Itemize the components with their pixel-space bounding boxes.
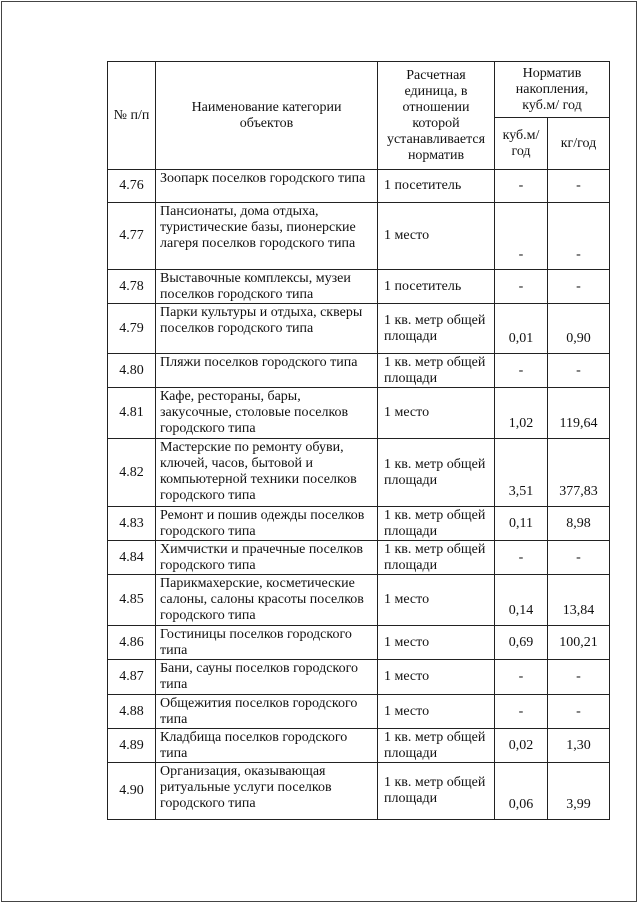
calculation-unit: 1 кв. метр общей площади (378, 541, 495, 575)
mass-value: 119,64 (548, 388, 610, 439)
calculation-unit: 1 кв. метр общей площади (378, 507, 495, 541)
volume-value: 0,06 (495, 763, 548, 820)
row-number: 4.88 (108, 695, 156, 729)
row-number: 4.87 (108, 660, 156, 695)
calculation-unit: 1 место (378, 660, 495, 695)
volume-value: 0,69 (495, 626, 548, 660)
calculation-unit: 1 место (378, 388, 495, 439)
category-name: Организация, оказывающая ритуальные услуги поселков городского типа (156, 763, 378, 820)
volume-value: 3,51 (495, 439, 548, 507)
category-name: Мастерские по ремонту обуви, ключей, часов, бытовой и компьютерной техники поселков городского типа (156, 439, 378, 507)
table-body (108, 170, 610, 820)
table-row (108, 388, 610, 439)
category-name: Кладбища поселков городского типа (156, 729, 378, 763)
mass-value: - (548, 660, 610, 695)
table-row (108, 354, 610, 388)
mass-value: 3,99 (548, 763, 610, 820)
table-row (108, 763, 610, 820)
table-row (108, 729, 610, 763)
calculation-unit: 1 кв. метр общей площади (378, 729, 495, 763)
row-number: 4.77 (108, 203, 156, 270)
calculation-unit: 1 посетитель (378, 270, 495, 304)
mass-value: 100,21 (548, 626, 610, 660)
mass-value: - (548, 541, 610, 575)
calculation-unit: 1 кв. метр общей площади (378, 439, 495, 507)
volume-value: 0,01 (495, 304, 548, 354)
header-mass-unit: кг/год (548, 118, 610, 170)
table-row (108, 507, 610, 541)
category-name: Химчистки и прачечные поселков городского типа (156, 541, 378, 575)
mass-value: - (548, 203, 610, 270)
volume-value: - (495, 660, 548, 695)
header-category-name: Наименование категории объектов (156, 62, 378, 170)
table-row (108, 270, 610, 304)
mass-value: - (548, 354, 610, 388)
category-name: Ремонт и пошив одежды поселков городского типа (156, 507, 378, 541)
volume-value: - (495, 541, 548, 575)
calculation-unit: 1 кв. метр общей площади (378, 763, 495, 820)
volume-value: - (495, 695, 548, 729)
category-name: Гостиницы поселков городского типа (156, 626, 378, 660)
table-row (108, 695, 610, 729)
table-row (108, 439, 610, 507)
table-row (108, 660, 610, 695)
row-number: 4.78 (108, 270, 156, 304)
volume-value: - (495, 170, 548, 203)
row-number: 4.79 (108, 304, 156, 354)
row-number: 4.86 (108, 626, 156, 660)
volume-value: - (495, 270, 548, 304)
mass-value: 0,90 (548, 304, 610, 354)
category-name: Зоопарк поселков городского типа (156, 170, 378, 203)
volume-value: 0,11 (495, 507, 548, 541)
calculation-unit: 1 место (378, 575, 495, 626)
row-number: 4.89 (108, 729, 156, 763)
norms-table (107, 61, 610, 820)
category-name: Кафе, рестораны, бары, закусочные, столовые поселков городского типа (156, 388, 378, 439)
volume-value: - (495, 203, 548, 270)
row-number: 4.84 (108, 541, 156, 575)
table-row (108, 541, 610, 575)
header-accumulation-norm: Норматив накопления, куб.м/ год (495, 62, 610, 118)
category-name: Выставочные комплексы, музеи поселков городского типа (156, 270, 378, 304)
row-number: 4.85 (108, 575, 156, 626)
volume-value: 0,14 (495, 575, 548, 626)
volume-value: - (495, 354, 548, 388)
mass-value: 1,30 (548, 729, 610, 763)
mass-value: 8,98 (548, 507, 610, 541)
table-row (108, 626, 610, 660)
row-number: 4.81 (108, 388, 156, 439)
category-name: Парки культуры и отдыха, скверы поселков городского типа (156, 304, 378, 354)
mass-value: - (548, 695, 610, 729)
row-number: 4.76 (108, 170, 156, 203)
category-name: Бани, сауны поселков городского типа (156, 660, 378, 695)
calculation-unit: 1 место (378, 203, 495, 270)
volume-value: 1,02 (495, 388, 548, 439)
row-number: 4.82 (108, 439, 156, 507)
mass-value: - (548, 270, 610, 304)
category-name: Пансионаты, дома отдыха, туристические базы, пионерские лагеря поселков городского типа (156, 203, 378, 270)
mass-value: 13,84 (548, 575, 610, 626)
mass-value: 377,83 (548, 439, 610, 507)
calculation-unit: 1 место (378, 695, 495, 729)
calculation-unit: 1 кв. метр общей площади (378, 304, 495, 354)
volume-value: 0,02 (495, 729, 548, 763)
calculation-unit: 1 кв. метр общей площади (378, 354, 495, 388)
row-number: 4.90 (108, 763, 156, 820)
row-number: 4.83 (108, 507, 156, 541)
header-number: № п/п (108, 62, 156, 170)
mass-value: - (548, 170, 610, 203)
row-number: 4.80 (108, 354, 156, 388)
table-row (108, 575, 610, 626)
table-row (108, 304, 610, 354)
header-calculation-unit: Расчетная единица, в отношении которой устанавливается норматив (378, 62, 495, 170)
table-row (108, 203, 610, 270)
calculation-unit: 1 место (378, 626, 495, 660)
header-volume-unit: куб.м/ год (495, 118, 548, 170)
category-name: Парикмахерские, косметические салоны, салоны красоты поселков городского типа (156, 575, 378, 626)
table-row (108, 170, 610, 203)
category-name: Общежития поселков городского типа (156, 695, 378, 729)
category-name: Пляжи поселков городского типа (156, 354, 378, 388)
calculation-unit: 1 посетитель (378, 170, 495, 203)
